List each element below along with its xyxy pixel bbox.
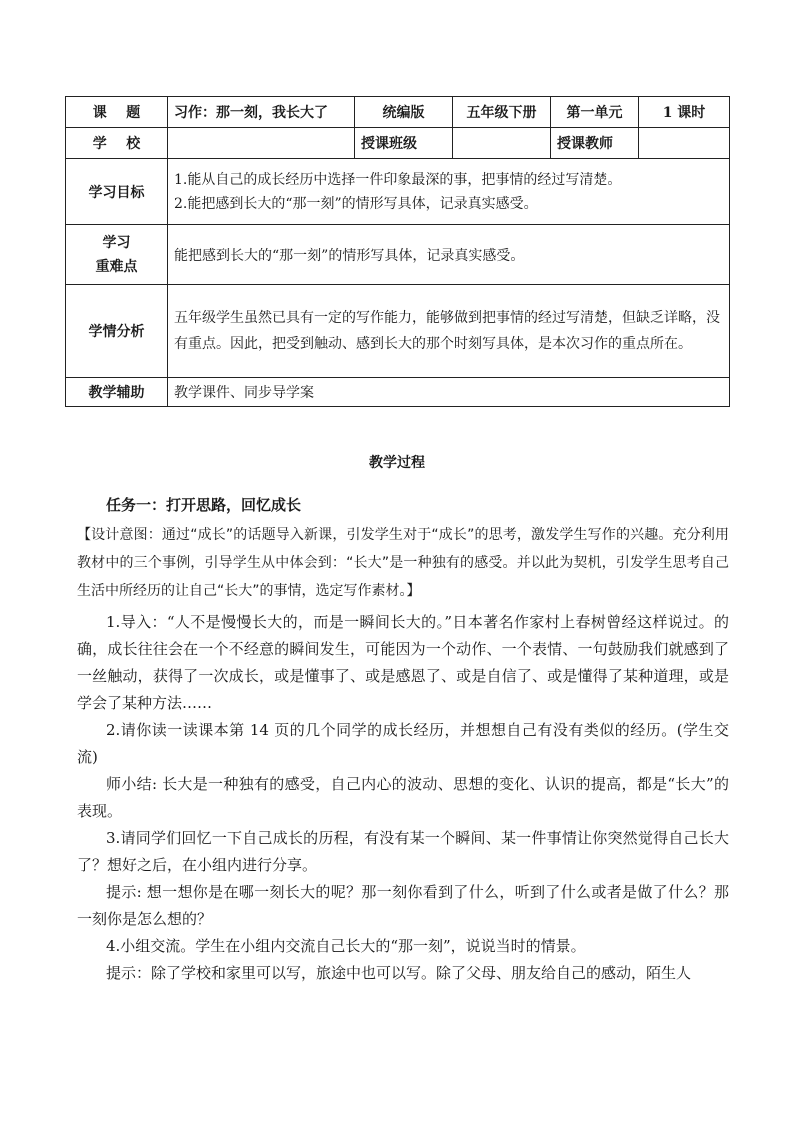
- aids-label: 教学辅助: [66, 378, 168, 407]
- teacher-value: [639, 128, 730, 159]
- aids-row: [66, 378, 730, 407]
- aids-text: 教学课件、同步导学案: [168, 378, 730, 407]
- grade-cell: 五年级下册: [453, 97, 551, 128]
- key-points-label-line2: 重难点: [95, 258, 138, 275]
- hours-cell: 1 课时: [639, 97, 730, 128]
- paragraph: 4.小组交流。学生在小组内交流自己长大的“那一刻”，说说当时的情景。: [106, 937, 586, 955]
- teacher-label: 授课教师: [551, 128, 639, 159]
- paragraph: 提示: 想一想你是在哪一刻长大的呢？那一刻你看到了什么，听到了什么或者是做了什么？那一刻你是怎么想的？: [77, 883, 729, 928]
- school-row: [66, 128, 730, 159]
- goals-content: [168, 159, 730, 225]
- goal-item: 1.能从自己的成长经历中选择一件印象最深的事，把事情的经过写清楚。: [174, 171, 622, 188]
- paragraph: 2.请你读一读课本第 14 页的几个同学的成长经历，并想想自己有没有类似的经历。(学生交流): [77, 721, 729, 766]
- analysis-row: [66, 285, 730, 378]
- paragraph: 1.导入：“人不是慢慢长大的，而是一瞬间长大的。”日本著名作家村上春树曾经这样说过。的确，成长往往会在一个不经意的瞬间发生，可能因为一个动作、一个表情、一句鼓励我们就感到了一丝触动，获得了一次成长，或是懂事了、或是感恩了、或是自信了、或是懂得了某种道理，或是学会了某种方法……: [77, 613, 729, 712]
- class-label: 授课班级: [355, 128, 453, 159]
- unit-cell: 第一单元: [551, 97, 639, 128]
- class-value: [453, 128, 551, 159]
- process-body: [77, 609, 729, 987]
- edition-cell: 统编版: [355, 97, 453, 128]
- school-value: [168, 128, 355, 159]
- key-points-text: 能把感到长大的“那一刻”的情形写具体，记录真实感受。: [168, 225, 730, 285]
- task1-title: 任务一：打开思路，回忆成长: [106, 496, 302, 514]
- school-label: 学 校: [66, 128, 168, 159]
- key-points-label-line1: 学习: [102, 234, 131, 251]
- topic-title: 习作：那一刻，我长大了: [168, 97, 355, 128]
- paragraph: 提示：除了学校和家里可以写，旅途中也可以写。除了父母、朋友给自己的感动，陌生人: [106, 964, 692, 982]
- design-intent: 【设计意图：通过“成长”的话题导入新课，引发学生对于“成长”的思考，激发学生写作的兴趣。充分利用教材中的三个事例，引导学生从中体会到：“长大”是一种独有的感受。并以此为契机，引发学生思考自己生活中所经历的让自己“长大”的事情，选定写作素材。】: [77, 527, 729, 599]
- analysis-text: 五年级学生虽然已具有一定的写作能力，能够做到把事情的经过写清楚，但缺乏详略，没有重点。因此，把受到触动、感到长大的那个时刻写具体，是本次习作的重点所在。: [168, 285, 730, 378]
- goal-item: 2.能把感到长大的“那一刻”的情形写具体，记录真实感受。: [174, 195, 538, 212]
- paragraph: 3.请同学们回忆一下自己成长的历程，有没有某一个瞬间、某一件事情让你突然觉得自己长大了？想好之后，在小组内进行分享。: [77, 829, 729, 874]
- goals-label: 学习目标: [66, 159, 168, 225]
- teaching-process-heading: 教学过程: [369, 455, 425, 471]
- key-points-label: [66, 225, 168, 285]
- analysis-label: 学情分析: [66, 285, 168, 378]
- lesson-info-table: [65, 96, 730, 407]
- paragraph: 师小结: 长大是一种独有的感受，自己内心的波动、思想的变化、认识的提高，都是“长大”的表现。: [77, 775, 729, 820]
- goals-row: [66, 159, 730, 225]
- topic-label: 课 题: [66, 97, 168, 128]
- key-points-row: [66, 225, 730, 285]
- topic-row: [66, 97, 730, 128]
